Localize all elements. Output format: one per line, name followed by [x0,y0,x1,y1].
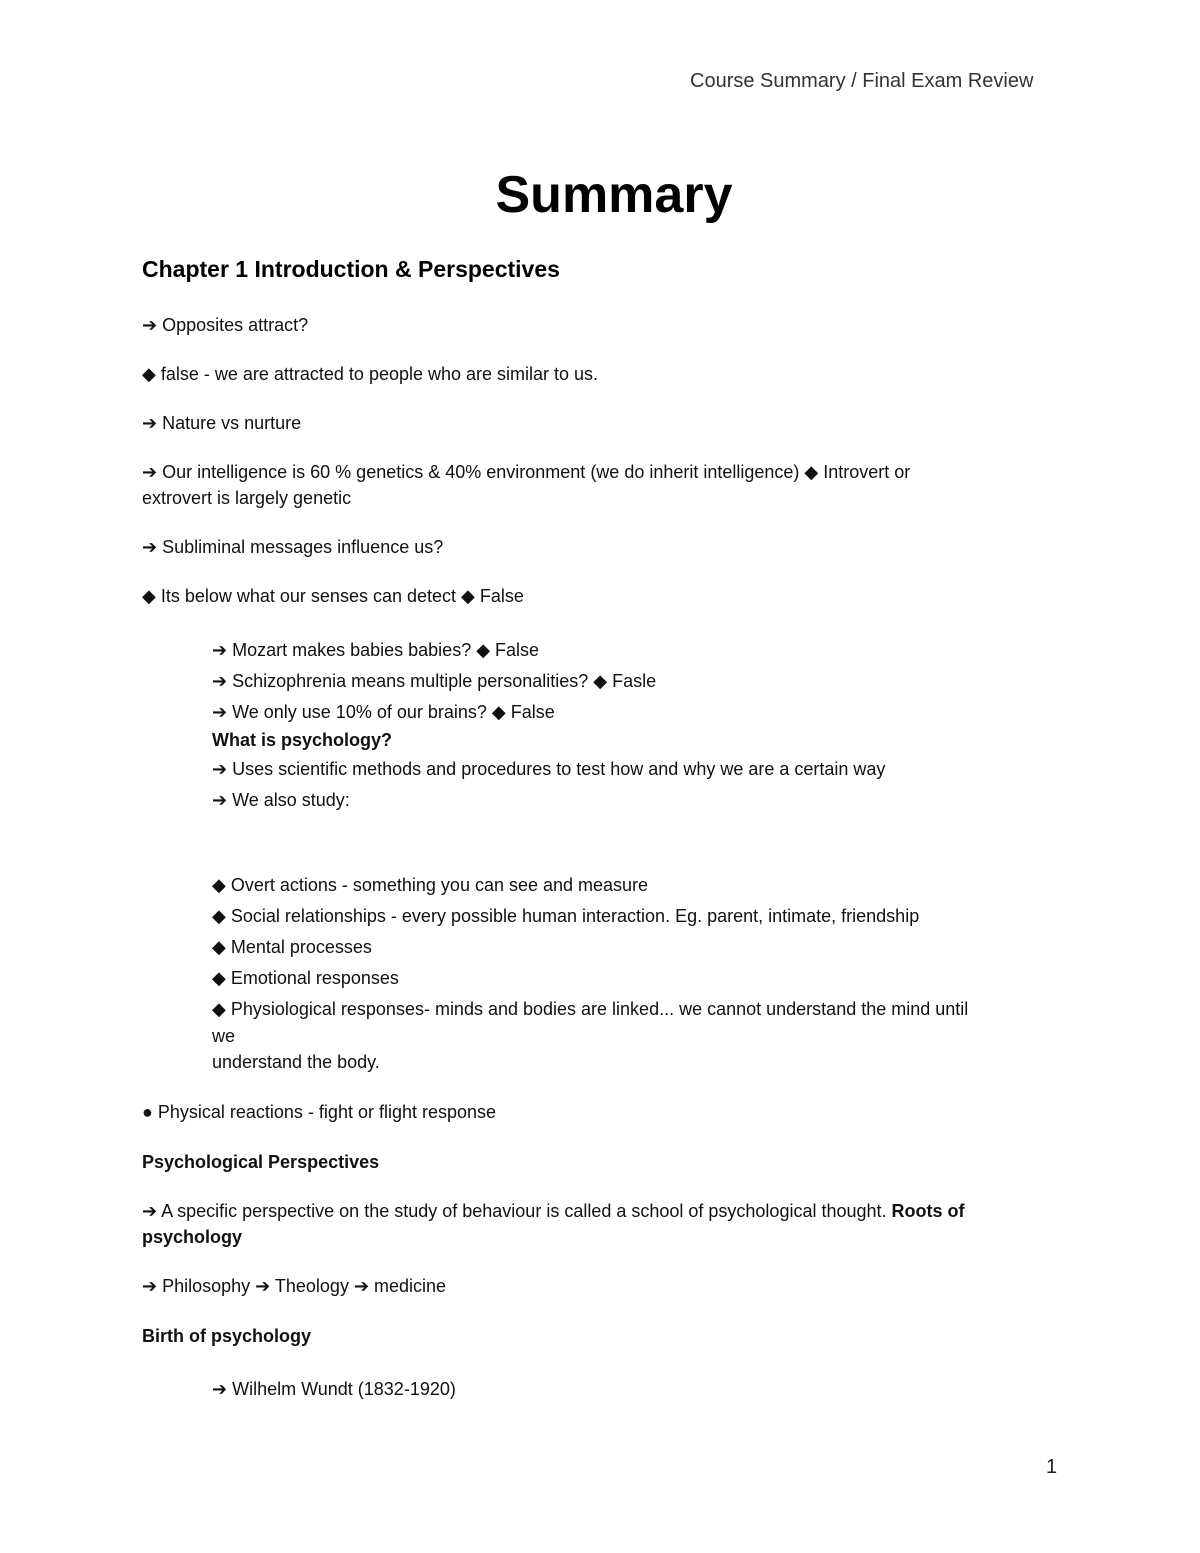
line-we-also-study: ➔ We also study: [212,790,350,810]
line-false-similar: ◆ false - we are attracted to people who are similar to us. [142,364,599,384]
page-header: Course Summary / Final Exam Review [690,70,1034,92]
subheading-psychological-perspectives: Psychological Perspectives [142,1152,380,1172]
line-philosophy-theology: ➔ Philosophy ➔ Theology ➔ medicine [142,1276,447,1296]
line-mozart: ➔ Mozart makes babies babies? ◆ False [212,640,540,660]
line-intelligence-cont: extrovert is largely genetic [142,488,352,508]
page-title: Summary [495,166,733,224]
line-subliminal: ➔ Subliminal messages influence us? [142,537,444,557]
line-nature-nurture: ➔ Nature vs nurture [142,413,302,433]
line-scientific-methods: ➔ Uses scientific methods and procedures to test how and why we are a certain way [212,759,886,779]
roots-of-heading: Roots of [891,1201,965,1221]
line-intelligence: ➔ Our intelligence is 60 % genetics & 40% environment (we do inherit intelligence) ◆ Introvert or [142,462,911,482]
line-social-relationships: ◆ Social relationships - every possible human interaction. Eg. parent, intimate, friendship [212,906,920,926]
line-wilhelm-wundt: ➔ Wilhelm Wundt (1832-1920) [212,1379,456,1399]
line-specific-perspective [142,1201,965,1222]
line-opposites-attract: ➔ Opposites attract? [142,315,309,335]
line-overt-actions: ◆ Overt actions - something you can see and measure [212,875,649,895]
subheading-birth-of-psychology: Birth of psychology [142,1326,312,1346]
line-schizophrenia: ➔ Schizophrenia means multiple personalities? ◆ Fasle [212,671,657,691]
line-physical-reactions: ● Physical reactions - fight or flight response [142,1102,497,1122]
roots-of-psychology-cont: psychology [142,1227,243,1247]
line-below-senses: ◆ Its below what our senses can detect ◆ False [142,586,524,606]
subheading-what-is-psychology: What is psychology? [212,730,393,750]
line-ten-percent: ➔ We only use 10% of our brains? ◆ False [212,702,555,722]
line-specific-perspective-text: ➔ A specific perspective on the study of behaviour is called a school of psychological thought. [142,1201,892,1221]
page-number: 1 [1046,1456,1058,1478]
line-physiological-cont: we [212,1026,236,1046]
line-emotional-responses: ◆ Emotional responses [212,968,399,988]
line-physiological-responses: ◆ Physiological responses- minds and bodies are linked... we cannot understand the mind until [212,999,969,1019]
line-mental-processes: ◆ Mental processes [212,937,372,957]
chapter-heading: Chapter 1 Introduction & Perspectives [142,256,560,282]
line-understand-body: understand the body. [212,1052,380,1072]
